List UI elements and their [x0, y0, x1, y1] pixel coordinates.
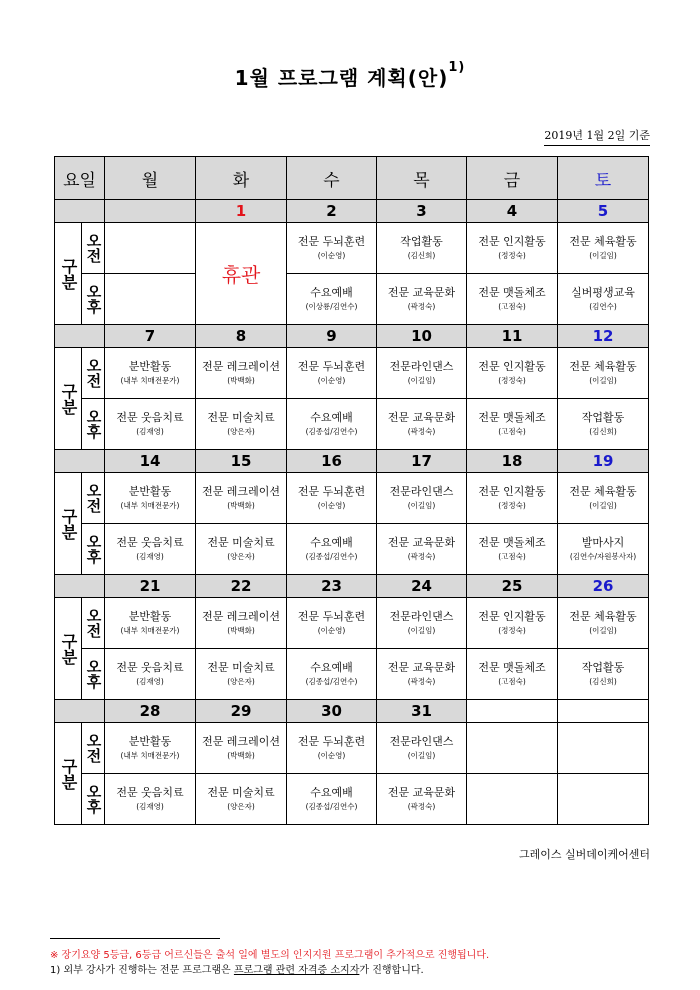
program-cell-fri-pm: [467, 399, 558, 450]
date-cell-thu: 24: [377, 575, 467, 598]
instructor-name: (김재영): [136, 802, 164, 811]
instructor-name: (김종섭/김연수): [305, 677, 358, 686]
slot-row-pm: [55, 774, 649, 825]
program-name: 전문 웃음치료: [116, 411, 184, 424]
program-name: 전문 교육문화: [387, 286, 456, 299]
instructor-name: (이길임): [407, 626, 436, 635]
program-cell-tue-am: [196, 473, 287, 524]
slot-label-am: 오전: [82, 223, 105, 274]
date-cell-mon: 7: [105, 325, 196, 348]
program-cell-tue-pm: [196, 399, 287, 450]
date-cell-sat: 26: [558, 575, 649, 598]
program-cell-mon-pm: [105, 649, 196, 700]
day-header-thu: 목: [377, 157, 467, 200]
date-cell-fri: 18: [467, 450, 558, 473]
footnote-2-underlined: 프로그램 관련 자격증 소지자: [233, 965, 360, 976]
date-cell-thu: 17: [377, 450, 467, 473]
program-cell-thu-pm: [377, 774, 467, 825]
program-cell-tue-am: [196, 723, 287, 774]
slot-label-pm: 오후: [82, 524, 105, 575]
instructor-name: (고점숙): [498, 552, 526, 561]
program-cell-fri-pm: [467, 274, 558, 325]
date-cell-thu: 3: [377, 200, 467, 223]
program-cell-sat-am: [558, 348, 649, 399]
program-name: 전문 두뇌훈련: [297, 485, 366, 498]
instructor-name: (이순영): [317, 751, 346, 760]
instructor-name: (김종섭/김연수): [305, 552, 358, 561]
instructor-name: (고점숙): [498, 677, 526, 686]
program-cell-mon-pm: [105, 399, 196, 450]
program-name: 전문 두뇌훈련: [297, 610, 366, 623]
program-name: 작업활동: [400, 235, 443, 248]
program-name: 전문 레크레이션: [202, 735, 280, 748]
program-cell-wed-pm: [287, 524, 377, 575]
date-cell-thu: 31: [377, 700, 467, 723]
program-cell-thu-pm: [377, 524, 467, 575]
program-cell-mon-am: [105, 473, 196, 524]
program-cell-thu-am: [377, 598, 467, 649]
slot-row-am: [55, 223, 649, 274]
program-cell-fri-am: [467, 598, 558, 649]
program-cell-fri-am: [467, 723, 558, 774]
date-row-label-cell: [55, 575, 105, 598]
program-name: 작업활동: [581, 411, 625, 424]
program-name: 전문 인지활동: [478, 360, 546, 373]
closed-cell: 휴관: [196, 223, 287, 325]
date-row: [55, 200, 649, 223]
instructor-name: (이순영): [317, 376, 346, 385]
instructor-name: (정정숙): [498, 376, 526, 385]
program-name: 전문 체육활동: [569, 360, 637, 373]
program-cell-sat-am: [558, 223, 649, 274]
program-cell-thu-pm: [377, 274, 467, 325]
program-cell-wed-am: [287, 473, 377, 524]
instructor-name: (곽정숙): [407, 552, 436, 561]
program-cell-sat-am: [558, 598, 649, 649]
date-cell-sat: 12: [558, 325, 649, 348]
instructor-name: (김신희): [407, 251, 436, 260]
program-cell-fri-am: [467, 223, 558, 274]
date-cell-fri: 11: [467, 325, 558, 348]
program-cell-sat-pm: [558, 774, 649, 825]
program-name: 수요예배: [310, 786, 353, 799]
slot-row-pm: [55, 524, 649, 575]
instructor-name: (곽정숙): [407, 427, 436, 436]
instructor-name: (김신희): [589, 427, 617, 436]
date-cell-mon: 28: [105, 700, 196, 723]
slot-label-am: 오전: [82, 348, 105, 399]
instructor-name: (김재영): [136, 427, 164, 436]
program-name: 분반활동: [128, 735, 172, 748]
instructor-name: (정정숙): [498, 501, 526, 510]
date-row-label-cell: [55, 700, 105, 723]
instructor-name: (고점숙): [498, 302, 526, 311]
gubun-label: 구분: [55, 223, 82, 325]
program-cell-fri-am: [467, 473, 558, 524]
program-name: 전문 레크레이션: [202, 610, 280, 623]
program-name: 전문라인댄스: [389, 735, 454, 748]
instructor-name: (이길임): [589, 251, 617, 260]
program-name: 전문 맷돌체조: [478, 411, 546, 424]
instructor-name: (김종섭/김연수): [305, 427, 358, 436]
program-cell-thu-am: [377, 348, 467, 399]
date-cell-tue: 29: [196, 700, 287, 723]
instructor-name: (양은자): [227, 427, 255, 436]
program-name: 전문 인지활동: [478, 235, 546, 248]
program-cell-tue-pm: [196, 774, 287, 825]
program-cell-wed-am: [287, 598, 377, 649]
gubun-label: 구분: [55, 473, 82, 575]
program-cell-sat-pm: [558, 524, 649, 575]
date-cell-tue: 8: [196, 325, 287, 348]
program-cell-mon-am: [105, 223, 196, 274]
program-name: 전문 웃음치료: [116, 786, 184, 799]
slot-row-pm: [55, 649, 649, 700]
date-cell-fri: 4: [467, 200, 558, 223]
program-cell-wed-pm: [287, 399, 377, 450]
instructor-name: (곽정숙): [407, 302, 436, 311]
program-name: 전문 교육문화: [387, 661, 456, 674]
slot-label-am: 오전: [82, 473, 105, 524]
program-name: 분반활동: [128, 360, 172, 373]
slot-label-am: 오전: [82, 598, 105, 649]
slot-row-pm: [55, 399, 649, 450]
date-cell-sat: [558, 700, 649, 723]
footnote-2-prefix: 1) 외부 강사가 진행하는 전문 프로그램은: [50, 965, 234, 976]
instructor-name: (곽정숙): [407, 802, 436, 811]
date-row: [55, 700, 649, 723]
slot-label-am: 오전: [82, 723, 105, 774]
program-cell-mon-am: [105, 348, 196, 399]
instructor-name: (박백화): [227, 376, 255, 385]
instructor-name: (양은자): [227, 677, 255, 686]
program-cell-fri-am: [467, 348, 558, 399]
instructor-name: (고점숙): [498, 427, 526, 436]
program-name: 전문 미술치료: [207, 411, 275, 424]
program-cell-thu-pm: [377, 399, 467, 450]
program-cell-tue-pm: [196, 649, 287, 700]
day-header-tue: 화: [196, 157, 287, 200]
center-name: 그레이스 실버데이케어센터: [518, 848, 650, 861]
program-cell-sat-am: [558, 723, 649, 774]
date-cell-mon: [105, 200, 196, 223]
instructor-name: (이상룡/김연수): [305, 302, 358, 311]
program-name: 분반활동: [128, 610, 172, 623]
program-cell-fri-pm: [467, 524, 558, 575]
program-name: 작업활동: [581, 661, 625, 674]
program-name: 분반활동: [128, 485, 172, 498]
program-cell-tue-am: [196, 348, 287, 399]
program-cell-mon-am: [105, 598, 196, 649]
program-name: 전문 맷돌체조: [478, 536, 546, 549]
instructor-name: (내부 치매전문가): [120, 626, 180, 635]
program-cell-fri-pm: [467, 774, 558, 825]
program-cell-thu-am: [377, 223, 467, 274]
slot-row-am: [55, 598, 649, 649]
program-name: 전문 두뇌훈련: [297, 735, 366, 748]
program-cell-mon-pm: [105, 524, 196, 575]
date-row: [55, 325, 649, 348]
day-header-sat: 토: [558, 157, 649, 200]
program-name: 전문 체육활동: [569, 610, 637, 623]
program-cell-wed-pm: [287, 649, 377, 700]
program-name: 전문 미술치료: [207, 661, 275, 674]
instructor-name: (양은자): [227, 552, 255, 561]
program-name: 전문라인댄스: [389, 610, 454, 623]
footnote-1: ※ 장기요양 5등급, 6등급 어르신들은 출석 일에 별도의 인지지원 프로그램이 추가적으로 진행됩니다.: [50, 950, 490, 961]
program-schedule-table: [54, 156, 649, 825]
date-cell-fri: [467, 700, 558, 723]
program-name: 전문 체육활동: [569, 485, 637, 498]
instructor-name: (정정숙): [498, 251, 526, 260]
program-cell-wed-pm: [287, 774, 377, 825]
program-cell-sat-am: [558, 473, 649, 524]
program-name: 전문 맷돌체조: [478, 286, 546, 299]
footnote-divider: [50, 938, 220, 939]
instructor-name: (이순영): [317, 251, 346, 260]
program-name: 전문 교육문화: [387, 411, 456, 424]
date-row-label-cell: [55, 200, 105, 223]
program-cell-tue-pm: [196, 524, 287, 575]
instructor-name: (이길임): [589, 376, 617, 385]
date-cell-sat: 5: [558, 200, 649, 223]
program-cell-mon-pm: [105, 274, 196, 325]
date-cell-wed: 30: [287, 700, 377, 723]
program-name: 전문 두뇌훈련: [297, 235, 366, 248]
title-footnote-mark: 1): [448, 60, 466, 75]
date-row-label-cell: [55, 450, 105, 473]
weekday-header-row: [55, 157, 649, 200]
program-name: 전문 인지활동: [478, 485, 546, 498]
date-cell-wed: 2: [287, 200, 377, 223]
date-row: [55, 575, 649, 598]
date-cell-tue: 15: [196, 450, 287, 473]
instructor-name: (박백화): [227, 751, 255, 760]
date-cell-wed: 23: [287, 575, 377, 598]
gubun-label: 구분: [55, 723, 82, 825]
slot-label-pm: 오후: [82, 649, 105, 700]
program-cell-thu-pm: [377, 649, 467, 700]
instructor-name: (박백화): [227, 626, 255, 635]
date-cell-mon: 14: [105, 450, 196, 473]
program-cell-wed-am: [287, 223, 377, 274]
program-cell-mon-am: [105, 723, 196, 774]
program-name: 전문 미술치료: [207, 786, 275, 799]
program-name: 전문 체육활동: [569, 235, 637, 248]
date-row-label-cell: [55, 325, 105, 348]
program-name: 수요예배: [310, 536, 353, 549]
instructor-name: (김종섭/김연수): [305, 802, 358, 811]
day-header-wed: 수: [287, 157, 377, 200]
date-cell-tue: 1: [196, 200, 287, 223]
program-cell-fri-pm: [467, 649, 558, 700]
instructor-name: (내부 치매전문가): [120, 376, 180, 385]
instructor-name: (이길임): [407, 376, 436, 385]
program-cell-wed-pm: [287, 274, 377, 325]
instructor-name: (김재영): [136, 552, 164, 561]
program-name: 전문라인댄스: [389, 485, 454, 498]
program-name: 전문 맷돌체조: [478, 661, 546, 674]
program-cell-wed-am: [287, 723, 377, 774]
program-cell-mon-pm: [105, 774, 196, 825]
program-cell-tue-am: [196, 598, 287, 649]
program-cell-wed-am: [287, 348, 377, 399]
program-name: 수요예배: [310, 411, 353, 424]
footnote-2-suffix: 가 진행합니다.: [359, 965, 424, 976]
day-header-mon: 월: [105, 157, 196, 200]
slot-row-am: [55, 348, 649, 399]
title-text: 1월 프로그램 계획(안): [234, 66, 449, 90]
instructor-name: (김연수): [589, 302, 617, 311]
date-cell-fri: 25: [467, 575, 558, 598]
instructor-name: (박백화): [227, 501, 255, 510]
date-row: [55, 450, 649, 473]
base-date: 2019년 1월 2일 기준: [544, 127, 650, 146]
slot-label-pm: 오후: [82, 774, 105, 825]
instructor-name: (이길임): [407, 501, 436, 510]
program-cell-thu-am: [377, 473, 467, 524]
instructor-name: (내부 치매전문가): [120, 501, 180, 510]
program-name: 발마사지: [581, 536, 625, 549]
instructor-name: (이순영): [317, 626, 346, 635]
instructor-name: (이길임): [589, 626, 617, 635]
program-name: 전문 교육문화: [387, 536, 456, 549]
program-name: 전문 웃음치료: [116, 661, 184, 674]
program-name: 전문 교육문화: [387, 786, 456, 799]
program-name: 전문라인댄스: [389, 360, 454, 373]
instructor-name: (내부 치매전문가): [120, 751, 180, 760]
program-name: 전문 두뇌훈련: [297, 360, 366, 373]
program-name: 수요예배: [310, 286, 353, 299]
instructor-name: (정정숙): [498, 626, 526, 635]
instructor-name: (이순영): [317, 501, 346, 510]
program-name: 전문 레크레이션: [202, 485, 280, 498]
date-cell-wed: 16: [287, 450, 377, 473]
program-name: 전문 레크레이션: [202, 360, 280, 373]
date-cell-thu: 10: [377, 325, 467, 348]
program-name: 수요예배: [310, 661, 353, 674]
program-cell-sat-pm: [558, 399, 649, 450]
gubun-label: 구분: [55, 348, 82, 450]
page-title: [0, 62, 700, 91]
slot-row-pm: [55, 274, 649, 325]
instructor-name: (곽정숙): [407, 677, 436, 686]
slot-label-pm: 오후: [82, 274, 105, 325]
instructor-name: (김재영): [136, 677, 164, 686]
slot-row-am: [55, 473, 649, 524]
program-name: 실버평생교육: [571, 286, 635, 299]
program-name: 전문 인지활동: [478, 610, 546, 623]
instructor-name: (양은자): [227, 802, 255, 811]
instructor-name: (김신희): [589, 677, 617, 686]
instructor-name: (이길임): [589, 501, 617, 510]
gubun-label: 구분: [55, 598, 82, 700]
date-cell-tue: 22: [196, 575, 287, 598]
date-cell-wed: 9: [287, 325, 377, 348]
yoil-header: 요일: [55, 157, 105, 200]
date-cell-sat: 19: [558, 450, 649, 473]
program-cell-sat-pm: [558, 649, 649, 700]
program-name: 전문 미술치료: [207, 536, 275, 549]
instructor-name: (김연수/자원봉사자): [569, 552, 637, 561]
program-cell-sat-pm: [558, 274, 649, 325]
slot-row-am: [55, 723, 649, 774]
slot-label-pm: 오후: [82, 399, 105, 450]
date-cell-mon: 21: [105, 575, 196, 598]
instructor-name: (이길임): [407, 751, 436, 760]
day-header-fri: 금: [467, 157, 558, 200]
program-name: 전문 웃음치료: [116, 536, 184, 549]
footnote-2: [50, 961, 424, 976]
program-cell-thu-am: [377, 723, 467, 774]
